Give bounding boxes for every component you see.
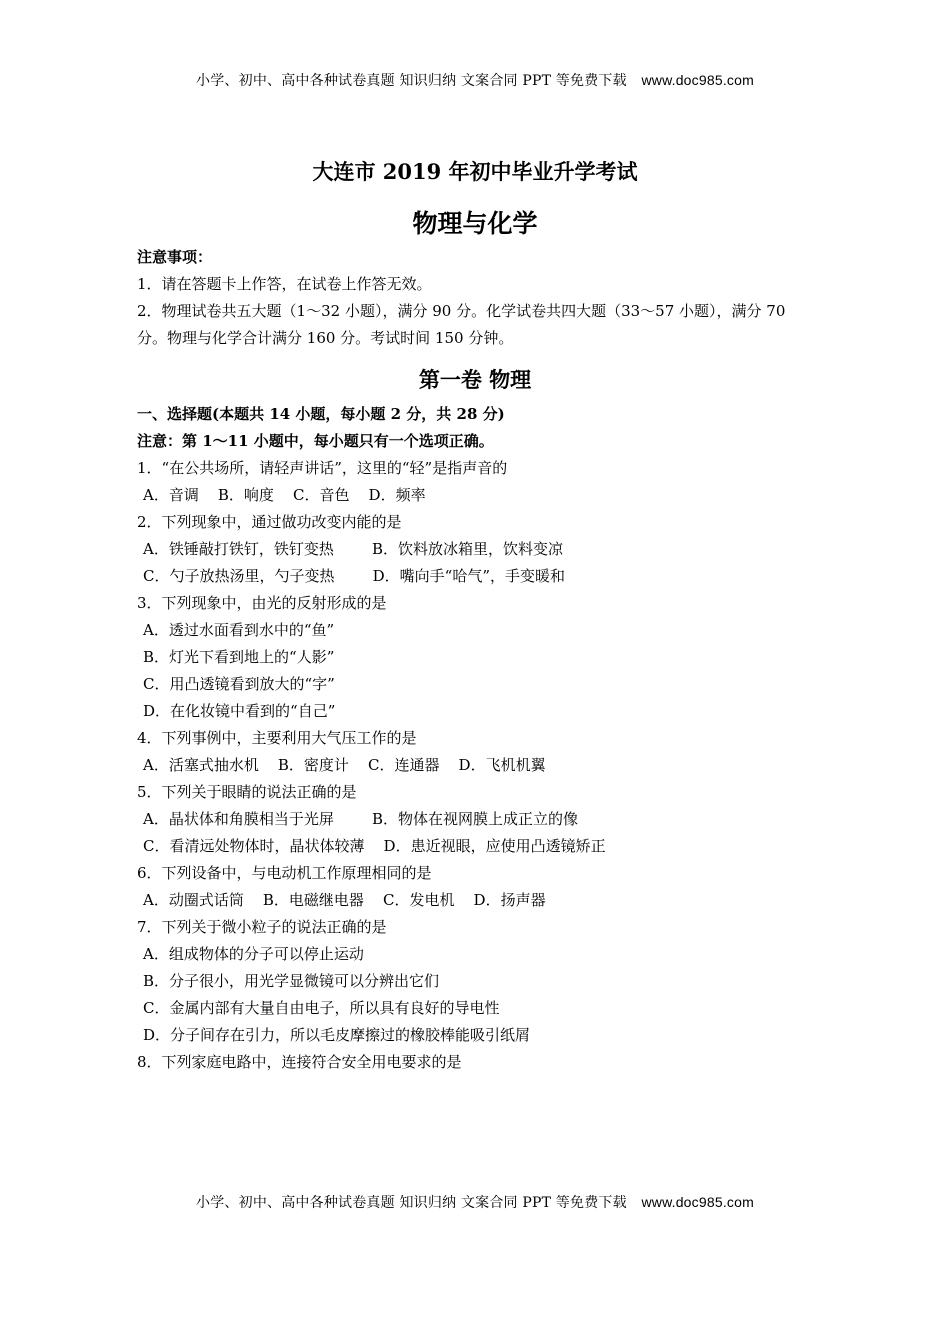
questions-block [137, 401, 817, 1076]
question-stem: 8．下列家庭电路中，连接符合安全用电要求的是 [137, 1053, 462, 1071]
question-stem: 3．下列现象中，由光的反射形成的是 [137, 594, 387, 612]
question-options: C．看清远处物体时，晶状体较薄 D．患近视眼，应使用凸透镜矫正 [143, 837, 606, 855]
part1-note: 注意：第 1～11 小题中，每小题只有一个选项正确。 [137, 432, 494, 450]
question-options: B．分子很小，用光学显微镜可以分辨出它们 [143, 972, 440, 990]
question-stem: 7．下列关于微小粒子的说法正确的是 [137, 918, 387, 936]
header-watermark [0, 70, 950, 90]
header-watermark-url[interactable]: www.doc985.com [641, 72, 754, 88]
question-options: A．活塞式抽水机 B．密度计 C．连通器 D．飞机机翼 [143, 756, 546, 774]
footer-watermark-url[interactable]: www.doc985.com [641, 1194, 754, 1210]
notice-block [137, 244, 817, 352]
question-options: A．铁锤敲打铁钉，铁钉变热 B．饮料放冰箱里，饮料变凉 [143, 540, 564, 558]
notice-item-1: 1．请在答题卡上作答，在试卷上作答无效。 [137, 275, 432, 293]
question-options: C．用凸透镜看到放大的“字” [143, 675, 335, 693]
part1-heading: 一、选择题(本题共 14 小题，每小题 2 分，共 28 分) [137, 405, 505, 423]
question-options: A．音调 B．响度 C．音色 D．频率 [143, 486, 426, 504]
question-options: D．在化妆镜中看到的“自己” [143, 702, 336, 720]
header-watermark-text: 小学、初中、高中各种试卷真题 知识归纳 文案合同 PPT 等免费下载 [196, 73, 627, 89]
exam-title: 大连市 2019 年初中毕业升学考试 [312, 159, 638, 184]
question-options: B．灯光下看到地上的“人影” [143, 648, 335, 666]
question-stem: 2．下列现象中，通过做功改变内能的是 [137, 513, 402, 531]
notice-item-2: 2．物理试卷共五大题（1～32 小题），满分 90 分。化学试卷共四大题（33～57 小题），满分 70 分。物理与化学合计满分 160 分。考试时间 150 分钟。 [137, 302, 786, 347]
question-list [137, 455, 817, 1076]
question-options: D．分子间存在引力，所以毛皮摩擦过的橡胶棒能吸引纸屑 [143, 1026, 531, 1044]
question-stem: 4．下列事例中，主要利用大气压工作的是 [137, 729, 417, 747]
question-stem: 6．下列设备中，与电动机工作原理相同的是 [137, 864, 432, 882]
footer-watermark [0, 1192, 950, 1212]
question-stem: 5．下列关于眼睛的说法正确的是 [137, 783, 357, 801]
footer-watermark-text: 小学、初中、高中各种试卷真题 知识归纳 文案合同 PPT 等免费下载 [196, 1195, 627, 1211]
exam-subject: 物理与化学 [412, 209, 538, 238]
notice-heading: 注意事项： [137, 248, 213, 266]
question-options: C．金属内部有大量自由电子，所以具有良好的导电性 [143, 999, 500, 1017]
question-options: A．组成物体的分子可以停止运动 [143, 945, 364, 963]
question-stem: 1．“在公共场所，请轻声讲话”，这里的“轻”是指声音的 [137, 459, 508, 477]
question-options: A．晶状体和角膜相当于光屏 B．物体在视网膜上成正立的像 [143, 810, 579, 828]
question-options: A．透过水面看到水中的“鱼” [143, 621, 335, 639]
question-options: C．勺子放热汤里，勺子变热 D．嘴向手“哈气”，手变暖和 [143, 567, 565, 585]
question-options: A．动圈式话筒 B．电磁继电器 C．发电机 D．扬声器 [143, 891, 546, 909]
section-title: 第一卷 物理 [418, 367, 532, 392]
